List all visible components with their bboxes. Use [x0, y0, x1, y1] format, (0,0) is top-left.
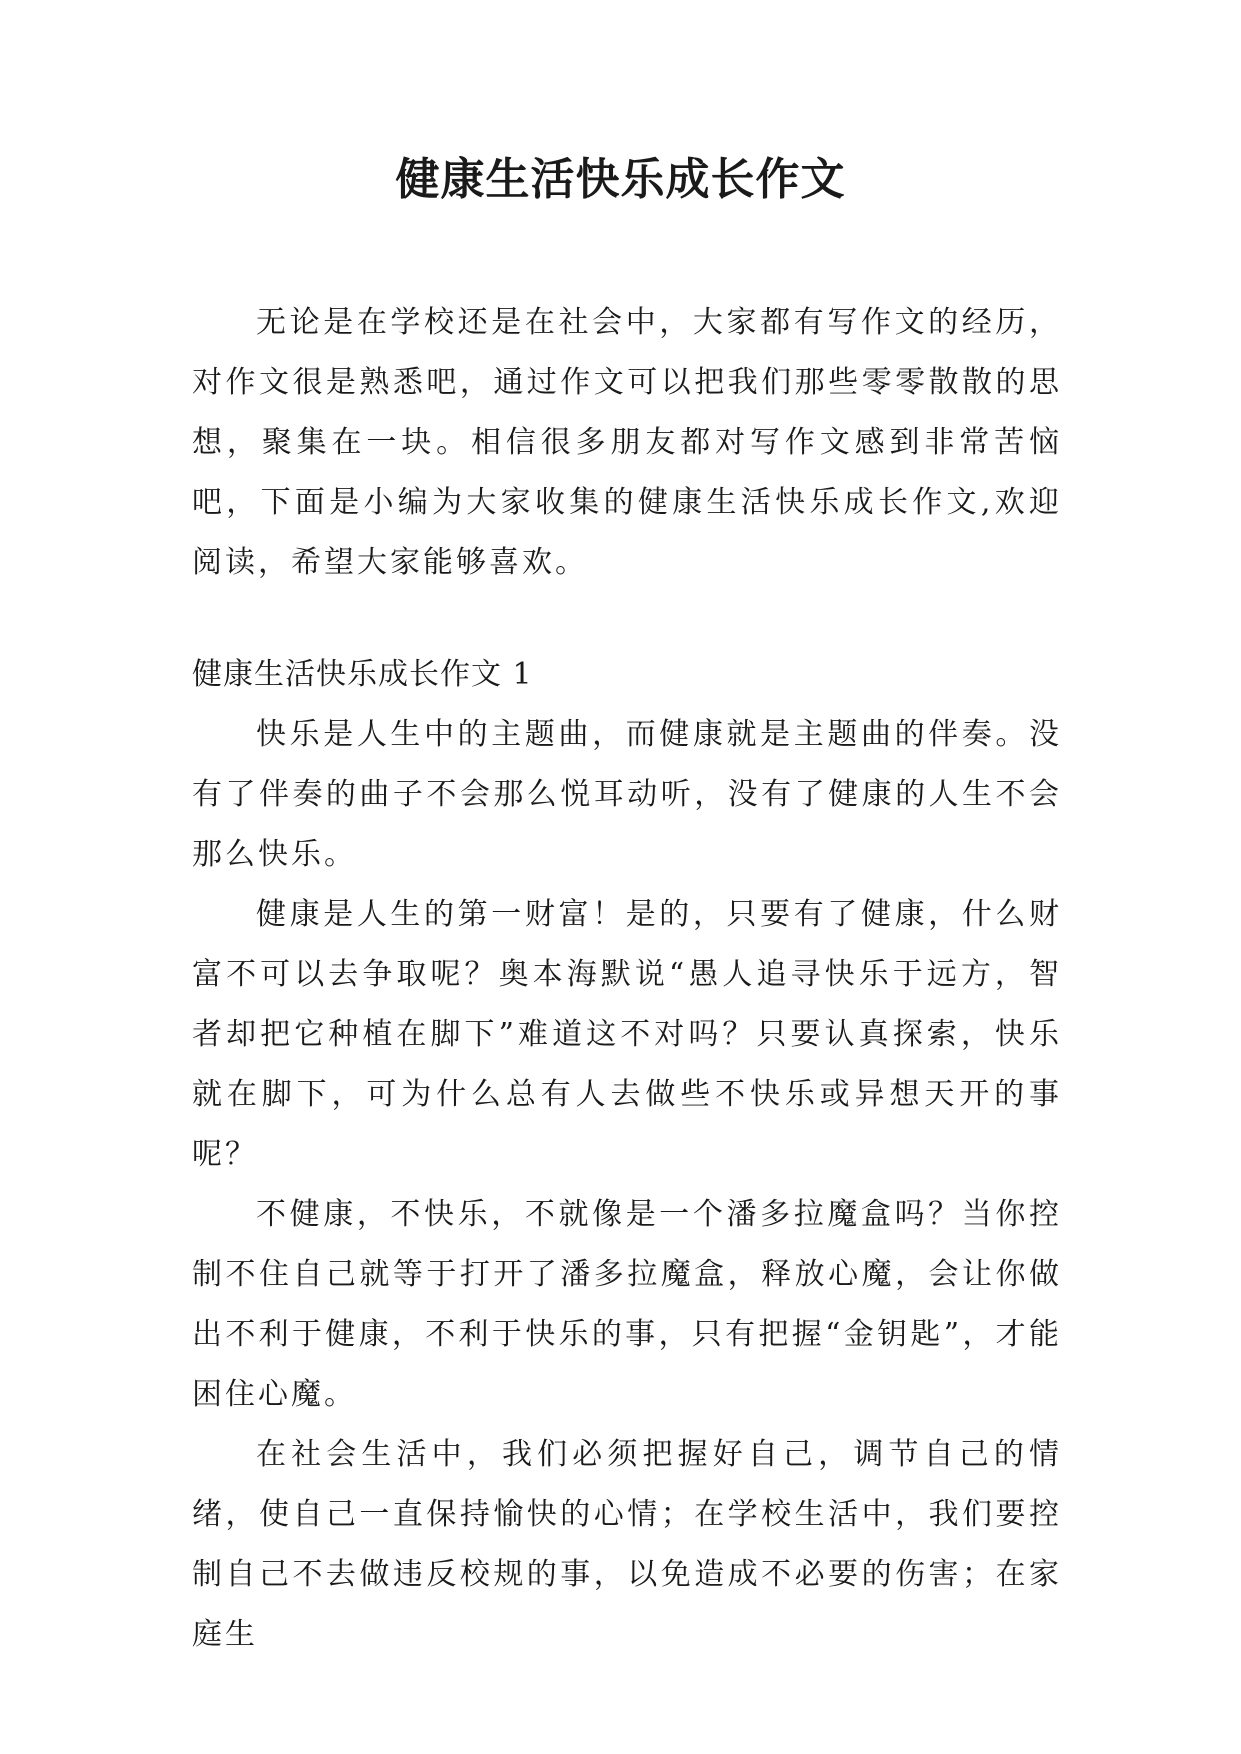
section-spacer: [192, 593, 1062, 645]
body-paragraph: 在社会生活中，我们必须把握好自己，调节自己的情绪，使自己一直保持愉快的心情；在学校生活中，我们要控制自己不去做违反校规的事，以免造成不必要的伤害；在家庭生: [192, 1437, 1062, 1652]
body-paragraph: 快乐是人生中的主题曲，而健康就是主题曲的伴奏。没有了伴奏的曲子不会那么悦耳动听，没有了健康的人生不会那么快乐。: [192, 717, 1062, 872]
body-paragraph: 健康是人生的第一财富！是的，只要有了健康，什么财富不可以去争取呢？奥本海默说“愚人追寻快乐于远方，智者却把它种植在脚下”难道这不对吗？只要认真探索，快乐就在脚下，可为什么总有人去做些不快乐或异想天开的事呢？: [192, 897, 1062, 1172]
document-body: [192, 293, 1062, 1665]
section-heading: 健康生活快乐成长作文 1: [192, 657, 533, 692]
document-title: 健康生活快乐成长作文: [395, 154, 846, 205]
body-paragraph: 不健康，不快乐，不就像是一个潘多拉魔盒吗？当你控制不住自己就等于打开了潘多拉魔盒，释放心魔，会让你做出不利于健康，不利于快乐的事，只有把握“金钥匙”，才能困住心魔。: [192, 1197, 1062, 1412]
intro-paragraph: 无论是在学校还是在社会中，大家都有写作文的经历，对作文很是熟悉吧，通过作文可以把我们那些零零散散的思想，聚集在一块。相信很多朋友都对写作文感到非常苦恼吧，下面是小编为大家收集的健康生活快乐成长作文,欢迎阅读，希望大家能够喜欢。: [192, 305, 1062, 580]
